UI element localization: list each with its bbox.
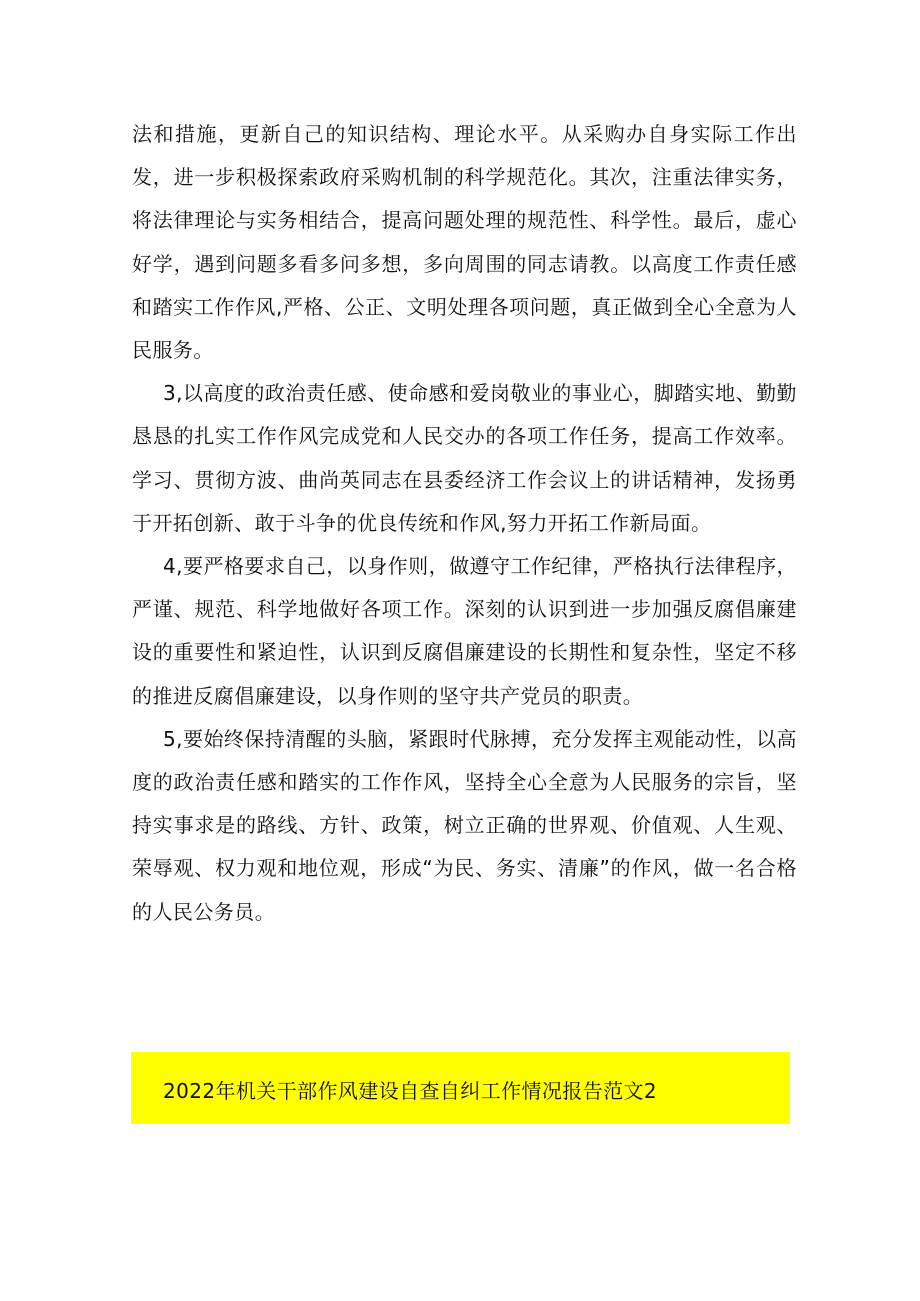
paragraph-4: 5,要始终保持清醒的头脑，紧跟时代脉搏，充分发挥主观能动性，以高度的政治责任感和踏实的工作作风，坚持全心全意为人民服务的宗旨，坚持实事求是的路线、方针、政策，树立正确的世界观、价值观、人生观、荣辱观、权力观和地位观，形成“为民、务实、清廉”的作风，做一名合格的人民公务员。 (132, 726, 797, 924)
document-body (132, 113, 797, 934)
highlighted-heading-block (131, 1052, 790, 1124)
paragraph-2: 3,以高度的政治责任感、使命感和爱岗敬业的事业心，脚踏实地、勤勤恳恳的扎实工作作风完成党和人民交办的各项工作任务，提高工作效率。学习、贯彻方波、曲尚英同志在县委经济工作会议上的讲话精神，发扬勇于开拓创新、敢于斗争的优良传统和作风,努力开拓工作新局面。 (132, 381, 797, 535)
paragraph-3: 4,要严格要求自己，以身作则，做遵守工作纪律，严格执行法律程序，严谨、规范、科学地做好各项工作。深刻的认识到进一步加强反腐倡廉建设的重要性和紧迫性，认识到反腐倡廉建设的长期性和复杂性，坚定不移的推进反腐倡廉建设，以身作则的坚守共产党员的职责。 (132, 554, 797, 708)
section-heading: 2022年机关干部作风建设自查自纠工作情况报告范文2 (163, 1079, 658, 1103)
paragraph-1: 法和措施，更新自己的知识结构、理论水平。从采购办自身实际工作出发，进一步积极探索政府采购机制的科学规范化。其次，注重法律实务，将法律理论与实务相结合，提高问题处理的规范性、科学性。最后，虚心好学，遇到问题多看多问多想，多向周围的同志请教。以高度工作责任感和踏实工作作风,严格、公正、文明处理各项问题，真正做到全心全意为人民服务。 (132, 122, 797, 363)
